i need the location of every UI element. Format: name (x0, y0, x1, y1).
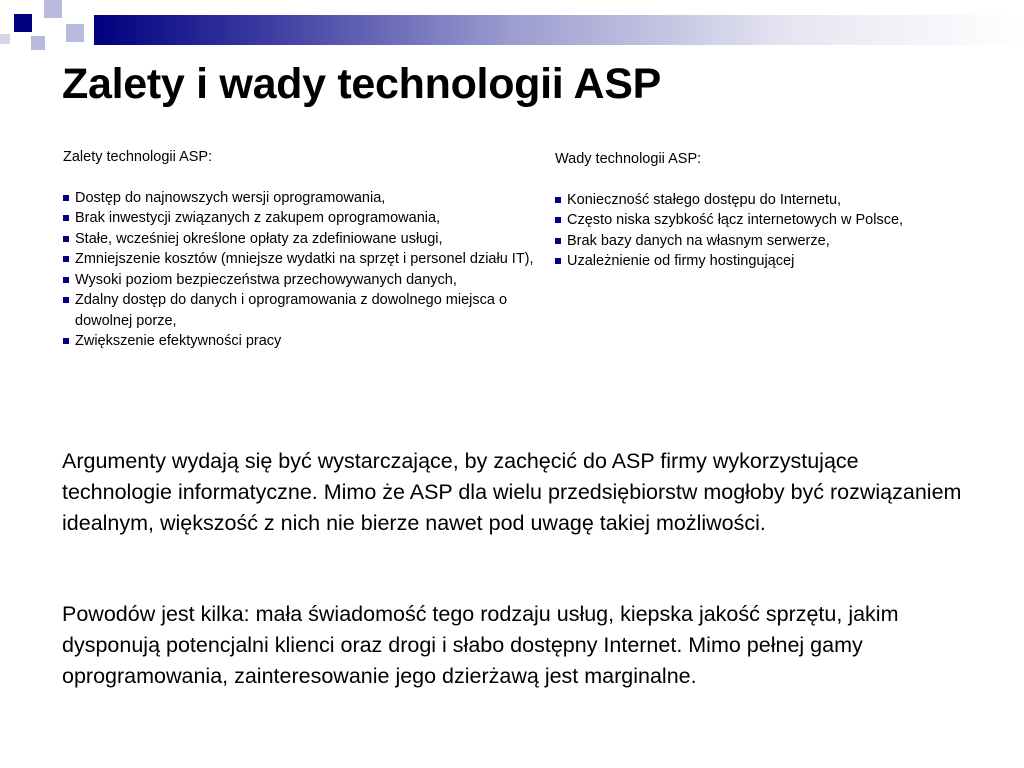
list-item: Wysoki poziom bezpieczeństwa przechowywanych danych, (63, 270, 543, 291)
slide-title: Zalety i wady technologii ASP (62, 60, 661, 108)
list-item: Często niska szybkość łącz internetowych w Polsce, (555, 210, 1005, 231)
disadvantages-column (555, 149, 1005, 272)
list-item: Zmniejszenie kosztów (mniejsze wydatki na sprzęt i personel działu IT), (63, 249, 543, 270)
advantages-list (63, 188, 543, 352)
advantages-heading: Zalety technologii ASP: (63, 149, 213, 165)
decorative-square (66, 24, 84, 42)
decorative-square (31, 36, 45, 50)
decorative-square (44, 0, 62, 18)
body-paragraph-1: Argumenty wydają się być wystarczające, by zachęcić do ASP firmy wykorzystujące technologie informatyczne. Mimo że ASP dla wielu przedsiębiorstw mogłoby być rozwiązaniem idealnym, większość z nich nie bierze nawet pod uwagę takiej możliwości. (62, 449, 962, 535)
list-item: Zwiększenie efektywności pracy (63, 331, 543, 352)
list-item: Zdalny dostęp do danych i oprogramowania z dowolnego miejsca o dowolnej porze, (63, 290, 543, 331)
advantages-column (63, 147, 543, 352)
disadvantages-list (555, 190, 1005, 272)
list-item: Dostęp do najnowszych wersji oprogramowania, (63, 188, 543, 209)
list-item: Brak bazy danych na własnym serwerze, (555, 231, 1005, 252)
list-item: Brak inwestycji związanych z zakupem oprogramowania, (63, 208, 543, 229)
decorative-square (14, 14, 32, 32)
body-paragraph-2: Powodów jest kilka: mała świadomość tego rodzaju usług, kiepska jakość sprzętu, jakim dysponują potencjalni klienci oraz drogi i słabo dostępny Internet. Mimo pełnej gamy oprogramowania, zainteresowanie jego dzierżawą jest marginalne. (62, 602, 899, 688)
disadvantages-heading: Wady technologii ASP: (555, 151, 702, 167)
list-item: Uzależnienie od firmy hostingującej (555, 251, 1005, 272)
decorative-square (0, 34, 10, 44)
list-item: Stałe, wcześniej określone opłaty za zdefiniowane usługi, (63, 229, 543, 250)
gradient-header-bar (94, 15, 1024, 45)
list-item: Konieczność stałego dostępu do Internetu, (555, 190, 1005, 211)
